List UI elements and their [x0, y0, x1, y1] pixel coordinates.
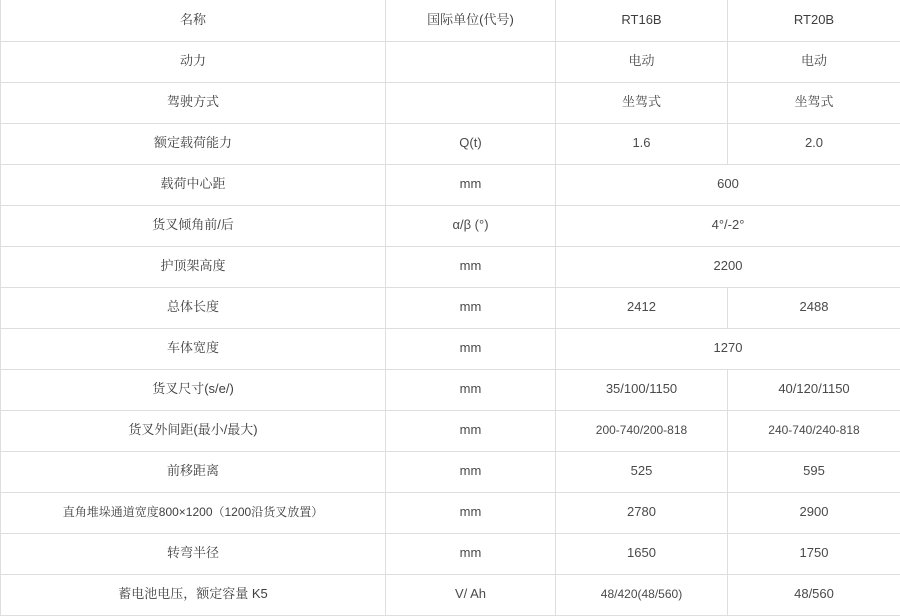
table-row [1, 492, 900, 533]
row-label: 直角堆垛通道宽度800×1200（1200沿货叉放置） [1, 492, 386, 533]
row-label: 蓄电池电压，额定容量 K5 [1, 574, 386, 615]
row-value-rt20b: 2.0 [728, 123, 900, 164]
table-row [1, 574, 900, 615]
table-row [1, 164, 900, 205]
table-row [1, 41, 900, 82]
row-unit: mm [386, 328, 556, 369]
row-value-rt16b: 坐驾式 [556, 82, 728, 123]
row-label: 前移距离 [1, 451, 386, 492]
row-value-rt16b: 2780 [556, 492, 728, 533]
row-label: 驾驶方式 [1, 82, 386, 123]
row-unit: Q(t) [386, 123, 556, 164]
row-unit: mm [386, 533, 556, 574]
row-label: 动力 [1, 41, 386, 82]
row-value-rt20b: 坐驾式 [728, 82, 900, 123]
table-row [1, 246, 900, 287]
table-row [1, 82, 900, 123]
row-unit: mm [386, 410, 556, 451]
row-unit [386, 82, 556, 123]
row-value-rt16b: 1650 [556, 533, 728, 574]
row-unit: mm [386, 287, 556, 328]
table-row [1, 410, 900, 451]
column-header-rt20b: RT20B [728, 0, 900, 41]
row-value-rt16b: 电动 [556, 41, 728, 82]
row-label: 车体宽度 [1, 328, 386, 369]
table-header-row [1, 0, 900, 41]
row-unit [386, 41, 556, 82]
row-unit: α/β (°) [386, 205, 556, 246]
row-value-rt16b: 2412 [556, 287, 728, 328]
table-row [1, 451, 900, 492]
table-row [1, 287, 900, 328]
row-value-shared: 2200 [556, 246, 900, 287]
row-value-rt16b: 1.6 [556, 123, 728, 164]
row-unit: V/ Ah [386, 574, 556, 615]
row-label: 载荷中心距 [1, 164, 386, 205]
row-label: 货叉倾角前/后 [1, 205, 386, 246]
column-header-rt16b: RT16B [556, 0, 728, 41]
row-value-rt20b: 595 [728, 451, 900, 492]
row-unit: mm [386, 246, 556, 287]
row-label: 货叉外间距(最小/最大) [1, 410, 386, 451]
table-row [1, 123, 900, 164]
row-value-rt20b: 电动 [728, 41, 900, 82]
row-value-rt20b: 48/560 [728, 574, 900, 615]
row-unit: mm [386, 369, 556, 410]
row-unit: mm [386, 492, 556, 533]
table-row [1, 328, 900, 369]
row-unit: mm [386, 164, 556, 205]
row-value-shared: 1270 [556, 328, 900, 369]
row-value-rt16b: 525 [556, 451, 728, 492]
table-row [1, 533, 900, 574]
row-value-rt16b: 35/100/1150 [556, 369, 728, 410]
row-value-shared: 600 [556, 164, 900, 205]
row-value-rt20b: 2900 [728, 492, 900, 533]
row-value-rt16b: 200-740/200-818 [556, 410, 728, 451]
row-label: 护顶架高度 [1, 246, 386, 287]
row-value-rt20b: 2488 [728, 287, 900, 328]
row-value-rt20b: 1750 [728, 533, 900, 574]
row-label: 转弯半径 [1, 533, 386, 574]
column-header-name: 名称 [1, 0, 386, 41]
row-label: 总体长度 [1, 287, 386, 328]
row-value-rt20b: 240-740/240-818 [728, 410, 900, 451]
row-label: 额定载荷能力 [1, 123, 386, 164]
row-value-shared: 4°/-2° [556, 205, 900, 246]
row-value-rt16b: 48/420(48/560) [556, 574, 728, 615]
table-row [1, 205, 900, 246]
table-row [1, 369, 900, 410]
table-body [1, 0, 900, 615]
row-value-rt20b: 40/120/1150 [728, 369, 900, 410]
column-header-unit: 国际单位(代号) [386, 0, 556, 41]
row-unit: mm [386, 451, 556, 492]
row-label: 货叉尺寸(s/e/) [1, 369, 386, 410]
